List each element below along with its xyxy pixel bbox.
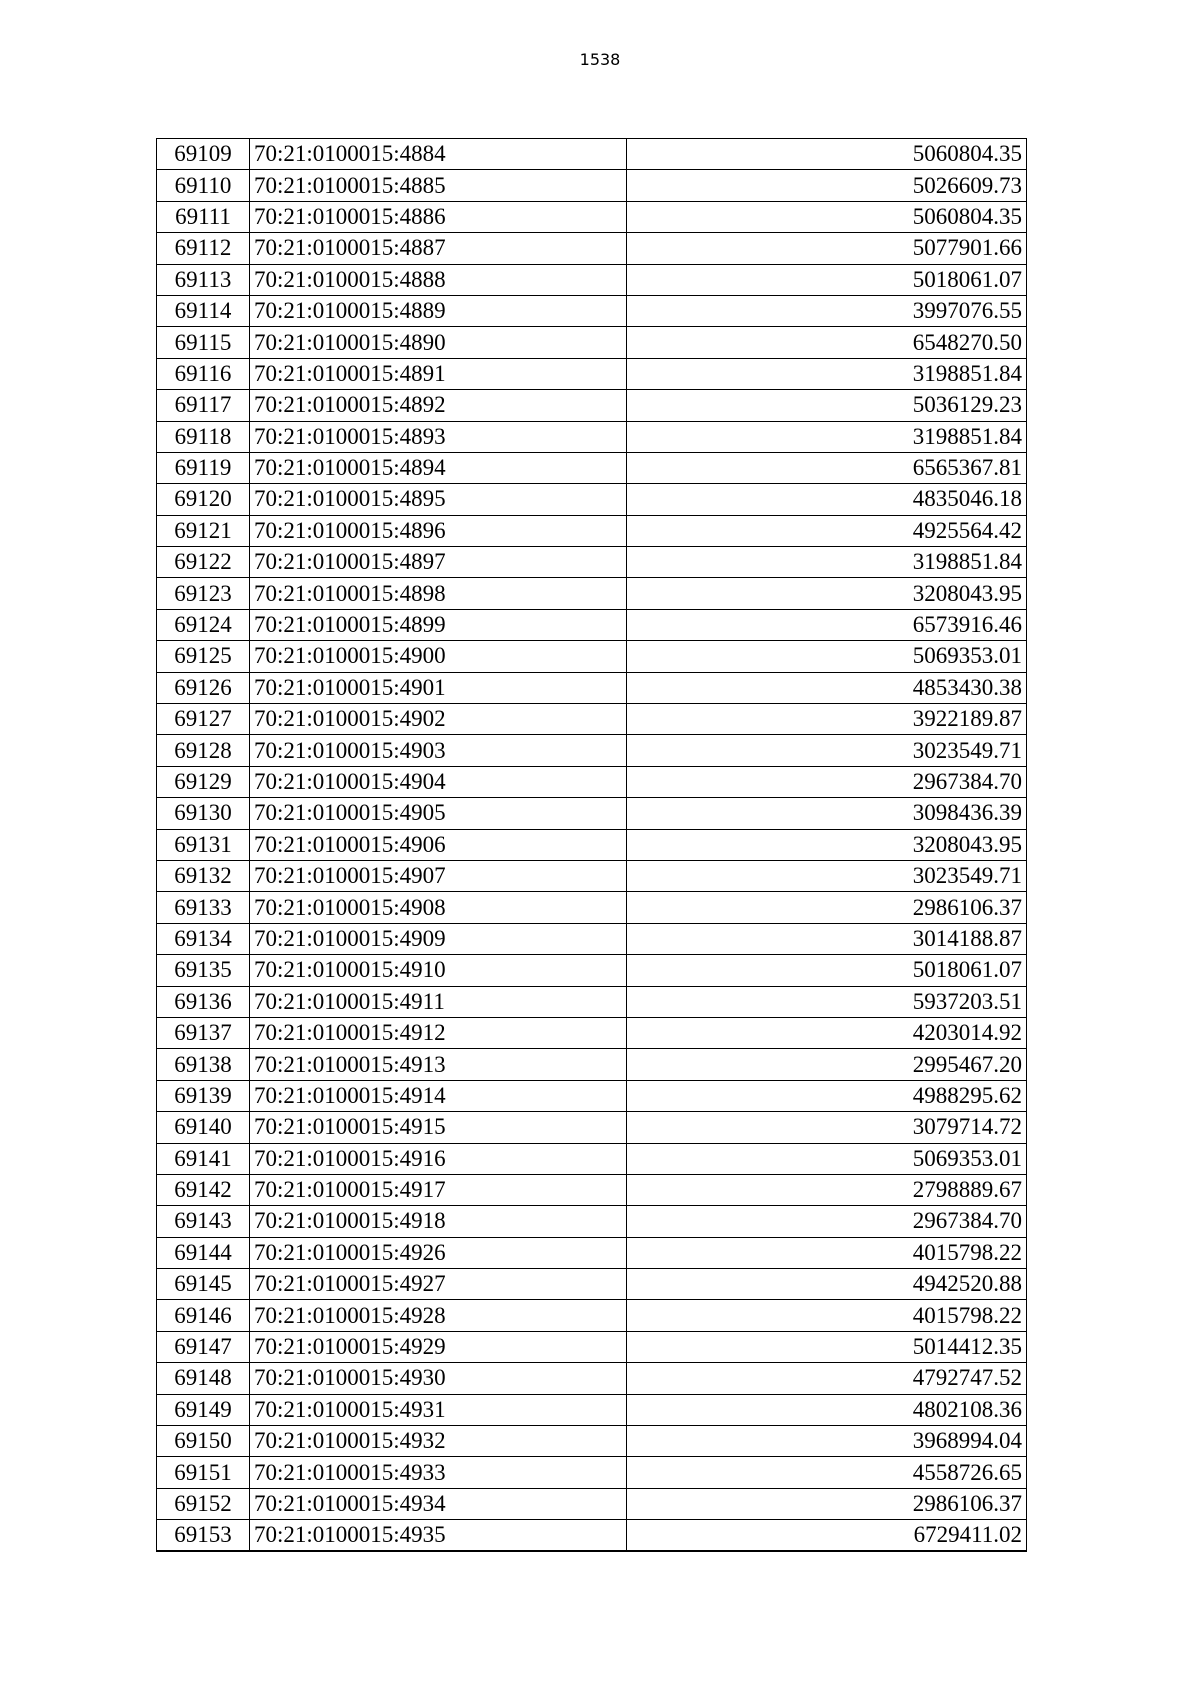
row-number-cell: 69121 bbox=[157, 515, 250, 546]
cadastral-value-cell: 2995467.20 bbox=[627, 1049, 1027, 1080]
cadastral-number-cell: 70:21:0100015:4927 bbox=[250, 1269, 627, 1300]
table-row bbox=[157, 139, 1027, 170]
row-number-cell: 69146 bbox=[157, 1300, 250, 1331]
cadastral-value-cell: 5018061.07 bbox=[627, 264, 1027, 295]
row-number-cell: 69115 bbox=[157, 327, 250, 358]
row-number-cell: 69116 bbox=[157, 358, 250, 389]
table-row bbox=[157, 1237, 1027, 1268]
row-number-cell: 69137 bbox=[157, 1017, 250, 1048]
row-number-cell: 69110 bbox=[157, 170, 250, 201]
cadastral-number-cell: 70:21:0100015:4935 bbox=[250, 1520, 627, 1552]
row-number-cell: 69128 bbox=[157, 735, 250, 766]
cadastral-number-cell: 70:21:0100015:4915 bbox=[250, 1112, 627, 1143]
cadastral-value-cell: 5069353.01 bbox=[627, 641, 1027, 672]
table-row bbox=[157, 704, 1027, 735]
table-body bbox=[157, 139, 1027, 1552]
table-row bbox=[157, 1394, 1027, 1425]
table-row bbox=[157, 1269, 1027, 1300]
row-number-cell: 69150 bbox=[157, 1426, 250, 1457]
cadastral-value-cell: 6729411.02 bbox=[627, 1520, 1027, 1552]
row-number-cell: 69147 bbox=[157, 1331, 250, 1362]
cadastral-value-cell: 6573916.46 bbox=[627, 609, 1027, 640]
cadastral-number-cell: 70:21:0100015:4891 bbox=[250, 358, 627, 389]
cadastral-number-cell: 70:21:0100015:4897 bbox=[250, 547, 627, 578]
cadastral-number-cell: 70:21:0100015:4896 bbox=[250, 515, 627, 546]
cadastral-number-cell: 70:21:0100015:4895 bbox=[250, 484, 627, 515]
cadastral-value-cell: 3922189.87 bbox=[627, 704, 1027, 735]
cadastral-number-cell: 70:21:0100015:4914 bbox=[250, 1080, 627, 1111]
cadastral-number-cell: 70:21:0100015:4908 bbox=[250, 892, 627, 923]
row-number-cell: 69133 bbox=[157, 892, 250, 923]
cadastral-value-cell: 6548270.50 bbox=[627, 327, 1027, 358]
cadastral-value-cell: 4203014.92 bbox=[627, 1017, 1027, 1048]
row-number-cell: 69136 bbox=[157, 986, 250, 1017]
row-number-cell: 69123 bbox=[157, 578, 250, 609]
row-number-cell: 69125 bbox=[157, 641, 250, 672]
cadastral-number-cell: 70:21:0100015:4905 bbox=[250, 798, 627, 829]
cadastral-number-cell: 70:21:0100015:4899 bbox=[250, 609, 627, 640]
cadastral-number-cell: 70:21:0100015:4900 bbox=[250, 641, 627, 672]
row-number-cell: 69141 bbox=[157, 1143, 250, 1174]
cadastral-value-cell: 5014412.35 bbox=[627, 1331, 1027, 1362]
row-number-cell: 69124 bbox=[157, 609, 250, 640]
cadastral-number-cell: 70:21:0100015:4911 bbox=[250, 986, 627, 1017]
cadastral-value-cell: 3023549.71 bbox=[627, 860, 1027, 891]
cadastral-value-cell: 3968994.04 bbox=[627, 1426, 1027, 1457]
cadastral-number-cell: 70:21:0100015:4893 bbox=[250, 421, 627, 452]
cadastral-value-cell: 4015798.22 bbox=[627, 1300, 1027, 1331]
cadastral-number-cell: 70:21:0100015:4918 bbox=[250, 1206, 627, 1237]
row-number-cell: 69144 bbox=[157, 1237, 250, 1268]
cadastral-number-cell: 70:21:0100015:4898 bbox=[250, 578, 627, 609]
row-number-cell: 69149 bbox=[157, 1394, 250, 1425]
table-row bbox=[157, 1206, 1027, 1237]
table-row bbox=[157, 986, 1027, 1017]
cadastral-number-cell: 70:21:0100015:4917 bbox=[250, 1174, 627, 1205]
cadastral-value-cell: 4835046.18 bbox=[627, 484, 1027, 515]
cadastral-value-cell: 4942520.88 bbox=[627, 1269, 1027, 1300]
row-number-cell: 69132 bbox=[157, 860, 250, 891]
row-number-cell: 69122 bbox=[157, 547, 250, 578]
row-number-cell: 69127 bbox=[157, 704, 250, 735]
row-number-cell: 69148 bbox=[157, 1363, 250, 1394]
cadastral-value-cell: 3198851.84 bbox=[627, 421, 1027, 452]
cadastral-value-cell: 5026609.73 bbox=[627, 170, 1027, 201]
row-number-cell: 69113 bbox=[157, 264, 250, 295]
table-row bbox=[157, 358, 1027, 389]
table-row bbox=[157, 766, 1027, 797]
table-row bbox=[157, 1049, 1027, 1080]
row-number-cell: 69126 bbox=[157, 672, 250, 703]
table-row bbox=[157, 1426, 1027, 1457]
row-number-cell: 69143 bbox=[157, 1206, 250, 1237]
row-number-cell: 69142 bbox=[157, 1174, 250, 1205]
cadastral-number-cell: 70:21:0100015:4907 bbox=[250, 860, 627, 891]
page-number: 1538 bbox=[579, 50, 621, 69]
cadastral-number-cell: 70:21:0100015:4933 bbox=[250, 1457, 627, 1488]
cadastral-value-cell: 3098436.39 bbox=[627, 798, 1027, 829]
cadastral-value-cell: 5060804.35 bbox=[627, 201, 1027, 232]
table-row bbox=[157, 735, 1027, 766]
cadastral-value-cell: 5060804.35 bbox=[627, 139, 1027, 170]
cadastral-value-cell: 4925564.42 bbox=[627, 515, 1027, 546]
table-row bbox=[157, 860, 1027, 891]
table-row bbox=[157, 578, 1027, 609]
cadastral-number-cell: 70:21:0100015:4887 bbox=[250, 233, 627, 264]
row-number-cell: 69138 bbox=[157, 1049, 250, 1080]
table-row bbox=[157, 515, 1027, 546]
table-row bbox=[157, 1017, 1027, 1048]
cadastral-value-cell: 2967384.70 bbox=[627, 766, 1027, 797]
table-row bbox=[157, 1520, 1027, 1552]
cadastral-number-cell: 70:21:0100015:4906 bbox=[250, 829, 627, 860]
cadastral-value-cell: 6565367.81 bbox=[627, 452, 1027, 483]
row-number-cell: 69129 bbox=[157, 766, 250, 797]
row-number-cell: 69131 bbox=[157, 829, 250, 860]
table-row bbox=[157, 547, 1027, 578]
cadastral-number-cell: 70:21:0100015:4902 bbox=[250, 704, 627, 735]
table-row bbox=[157, 1488, 1027, 1519]
cadastral-number-cell: 70:21:0100015:4932 bbox=[250, 1426, 627, 1457]
cadastral-value-cell: 4802108.36 bbox=[627, 1394, 1027, 1425]
table-row bbox=[157, 390, 1027, 421]
row-number-cell: 69109 bbox=[157, 139, 250, 170]
row-number-cell: 69134 bbox=[157, 923, 250, 954]
row-number-cell: 69152 bbox=[157, 1488, 250, 1519]
row-number-cell: 69130 bbox=[157, 798, 250, 829]
table-row bbox=[157, 1112, 1027, 1143]
cadastral-number-cell: 70:21:0100015:4913 bbox=[250, 1049, 627, 1080]
row-number-cell: 69135 bbox=[157, 955, 250, 986]
cadastral-number-cell: 70:21:0100015:4886 bbox=[250, 201, 627, 232]
table-row bbox=[157, 1457, 1027, 1488]
table-row bbox=[157, 170, 1027, 201]
table-row bbox=[157, 1174, 1027, 1205]
cadastral-number-cell: 70:21:0100015:4890 bbox=[250, 327, 627, 358]
cadastral-value-cell: 2967384.70 bbox=[627, 1206, 1027, 1237]
cadastral-value-cell: 3208043.95 bbox=[627, 829, 1027, 860]
cadastral-value-cell: 3208043.95 bbox=[627, 578, 1027, 609]
cadastral-value-cell: 5018061.07 bbox=[627, 955, 1027, 986]
cadastral-number-cell: 70:21:0100015:4901 bbox=[250, 672, 627, 703]
row-number-cell: 69120 bbox=[157, 484, 250, 515]
cadastral-value-cell: 3997076.55 bbox=[627, 295, 1027, 326]
cadastral-value-cell: 4015798.22 bbox=[627, 1237, 1027, 1268]
cadastral-value-cell: 4792747.52 bbox=[627, 1363, 1027, 1394]
cadastral-number-cell: 70:21:0100015:4929 bbox=[250, 1331, 627, 1362]
cadastral-number-cell: 70:21:0100015:4894 bbox=[250, 452, 627, 483]
row-number-cell: 69139 bbox=[157, 1080, 250, 1111]
table-row bbox=[157, 327, 1027, 358]
row-number-cell: 69114 bbox=[157, 295, 250, 326]
cadastral-number-cell: 70:21:0100015:4931 bbox=[250, 1394, 627, 1425]
table-row bbox=[157, 609, 1027, 640]
table-row bbox=[157, 641, 1027, 672]
cadastral-number-cell: 70:21:0100015:4916 bbox=[250, 1143, 627, 1174]
cadastral-number-cell: 70:21:0100015:4884 bbox=[250, 139, 627, 170]
cadastral-value-table bbox=[156, 138, 1027, 1552]
table-row bbox=[157, 1363, 1027, 1394]
table-row bbox=[157, 1080, 1027, 1111]
row-number-cell: 69112 bbox=[157, 233, 250, 264]
cadastral-value-cell: 4988295.62 bbox=[627, 1080, 1027, 1111]
row-number-cell: 69117 bbox=[157, 390, 250, 421]
cadastral-value-cell: 5077901.66 bbox=[627, 233, 1027, 264]
cadastral-number-cell: 70:21:0100015:4930 bbox=[250, 1363, 627, 1394]
table-row bbox=[157, 672, 1027, 703]
cadastral-value-cell: 5069353.01 bbox=[627, 1143, 1027, 1174]
cadastral-number-cell: 70:21:0100015:4926 bbox=[250, 1237, 627, 1268]
row-number-cell: 69111 bbox=[157, 201, 250, 232]
row-number-cell: 69140 bbox=[157, 1112, 250, 1143]
cadastral-value-cell: 3079714.72 bbox=[627, 1112, 1027, 1143]
cadastral-number-cell: 70:21:0100015:4892 bbox=[250, 390, 627, 421]
cadastral-value-cell: 3023549.71 bbox=[627, 735, 1027, 766]
table-row bbox=[157, 452, 1027, 483]
cadastral-value-cell: 4853430.38 bbox=[627, 672, 1027, 703]
row-number-cell: 69151 bbox=[157, 1457, 250, 1488]
cadastral-value-cell: 3014188.87 bbox=[627, 923, 1027, 954]
table-row bbox=[157, 201, 1027, 232]
table-row bbox=[157, 923, 1027, 954]
cadastral-value-cell: 3198851.84 bbox=[627, 547, 1027, 578]
cadastral-value-cell: 2986106.37 bbox=[627, 892, 1027, 923]
cadastral-value-cell: 5036129.23 bbox=[627, 390, 1027, 421]
row-number-cell: 69145 bbox=[157, 1269, 250, 1300]
row-number-cell: 69118 bbox=[157, 421, 250, 452]
cadastral-value-cell: 5937203.51 bbox=[627, 986, 1027, 1017]
table-row bbox=[157, 295, 1027, 326]
table-row bbox=[157, 233, 1027, 264]
cadastral-number-cell: 70:21:0100015:4889 bbox=[250, 295, 627, 326]
row-number-cell: 69153 bbox=[157, 1520, 250, 1552]
cadastral-value-cell: 4558726.65 bbox=[627, 1457, 1027, 1488]
cadastral-value-cell: 3198851.84 bbox=[627, 358, 1027, 389]
table-row bbox=[157, 264, 1027, 295]
table-row bbox=[157, 1331, 1027, 1362]
cadastral-value-cell: 2798889.67 bbox=[627, 1174, 1027, 1205]
cadastral-number-cell: 70:21:0100015:4888 bbox=[250, 264, 627, 295]
cadastral-number-cell: 70:21:0100015:4934 bbox=[250, 1488, 627, 1519]
cadastral-value-cell: 2986106.37 bbox=[627, 1488, 1027, 1519]
cadastral-number-cell: 70:21:0100015:4903 bbox=[250, 735, 627, 766]
cadastral-number-cell: 70:21:0100015:4928 bbox=[250, 1300, 627, 1331]
table-row bbox=[157, 892, 1027, 923]
cadastral-number-cell: 70:21:0100015:4909 bbox=[250, 923, 627, 954]
cadastral-number-cell: 70:21:0100015:4885 bbox=[250, 170, 627, 201]
table-row bbox=[157, 1300, 1027, 1331]
table-row bbox=[157, 1143, 1027, 1174]
cadastral-number-cell: 70:21:0100015:4910 bbox=[250, 955, 627, 986]
table-row bbox=[157, 798, 1027, 829]
table-row bbox=[157, 955, 1027, 986]
cadastral-number-cell: 70:21:0100015:4904 bbox=[250, 766, 627, 797]
cadastral-number-cell: 70:21:0100015:4912 bbox=[250, 1017, 627, 1048]
table-row bbox=[157, 484, 1027, 515]
table-row bbox=[157, 421, 1027, 452]
table-row bbox=[157, 829, 1027, 860]
row-number-cell: 69119 bbox=[157, 452, 250, 483]
